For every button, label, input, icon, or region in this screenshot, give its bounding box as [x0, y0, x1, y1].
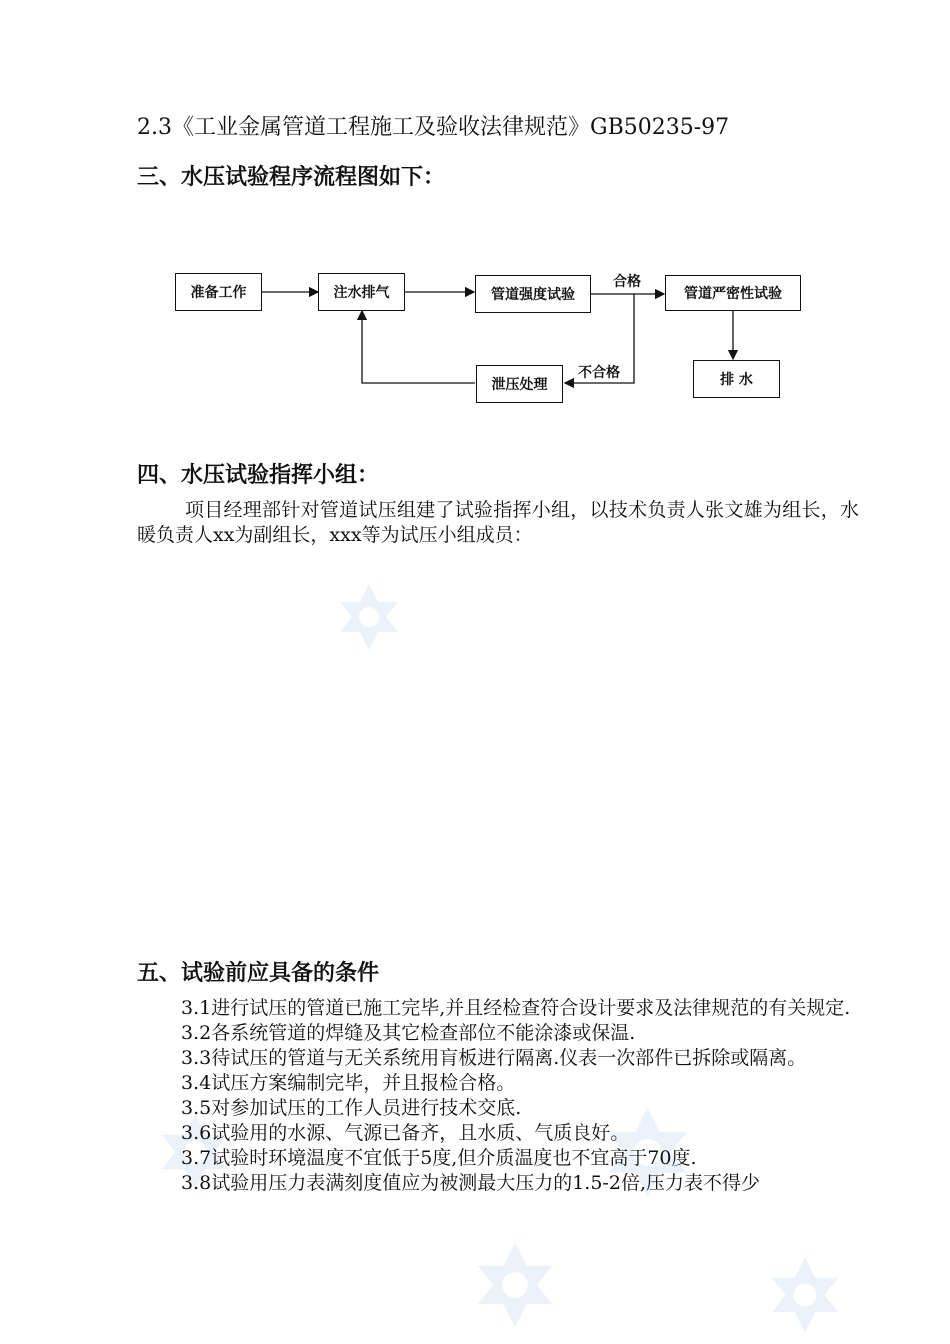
reference-standard-line: 2.3《工业金属管道工程施工及验收法律规范》GB50235-97	[137, 115, 730, 140]
condition-item: 3.8试验用压力表满刻度值应为被测最大压力的1.5-2倍,压力表不得少	[181, 1172, 760, 1194]
flow-box-strength-test: 管道强度试验	[475, 275, 591, 313]
watermark-snowflake-icon	[470, 1240, 560, 1330]
section4-paragraph: 项目经理部针对管道试压组建了试验指挥小组，以技术负责人张文雄为组长，水暖负责人xx为副组长，xxx等为试压小组成员：	[137, 499, 859, 546]
flow-box-fill-vent: 注水排气	[318, 273, 405, 311]
section3-heading: 三、水压试验程序流程图如下：	[137, 165, 446, 190]
flow-box-prepare: 准备工作	[175, 273, 262, 311]
condition-item: 3.5对参加试压的工作人员进行技术交底.	[181, 1097, 522, 1119]
flow-box-pressure-relief: 泄压处理	[476, 365, 563, 403]
flow-box-drain: 排 水	[693, 360, 780, 398]
section5-heading: 五、试验前应具备的条件	[137, 961, 380, 986]
flow-label-fail: 不合格	[578, 365, 620, 381]
condition-item: 3.1进行试压的管道已施工完毕,并且经检查符合设计要求及法律规范的有关规定.	[181, 997, 851, 1019]
condition-item: 3.7试验时环境温度不宜低于5度,但介质温度也不宜高于70度.	[181, 1147, 697, 1169]
watermark-snowflake-icon	[765, 1255, 845, 1335]
condition-item: 3.3待试压的管道与无关系统用肓板进行隔离.仪表一次部件已拆除或隔离。	[181, 1047, 807, 1069]
arrow-relief-to-fill	[362, 311, 475, 383]
condition-item: 3.6试验用的水源、气源已备齐，且水质、气质良好。	[181, 1122, 630, 1144]
flow-box-tightness-test: 管道严密性试验	[665, 275, 801, 311]
section4-heading: 四、水压试验指挥小组：	[137, 463, 380, 488]
watermark-snowflake-icon	[334, 582, 404, 652]
condition-item: 3.4试压方案编制完毕，并且报检合格。	[181, 1072, 516, 1094]
flow-label-pass: 合格	[613, 274, 641, 290]
section5-conditions-list	[137, 996, 859, 1196]
condition-item: 3.2各系统管道的焊缝及其它检查部位不能涂漆或保温.	[181, 1022, 636, 1044]
